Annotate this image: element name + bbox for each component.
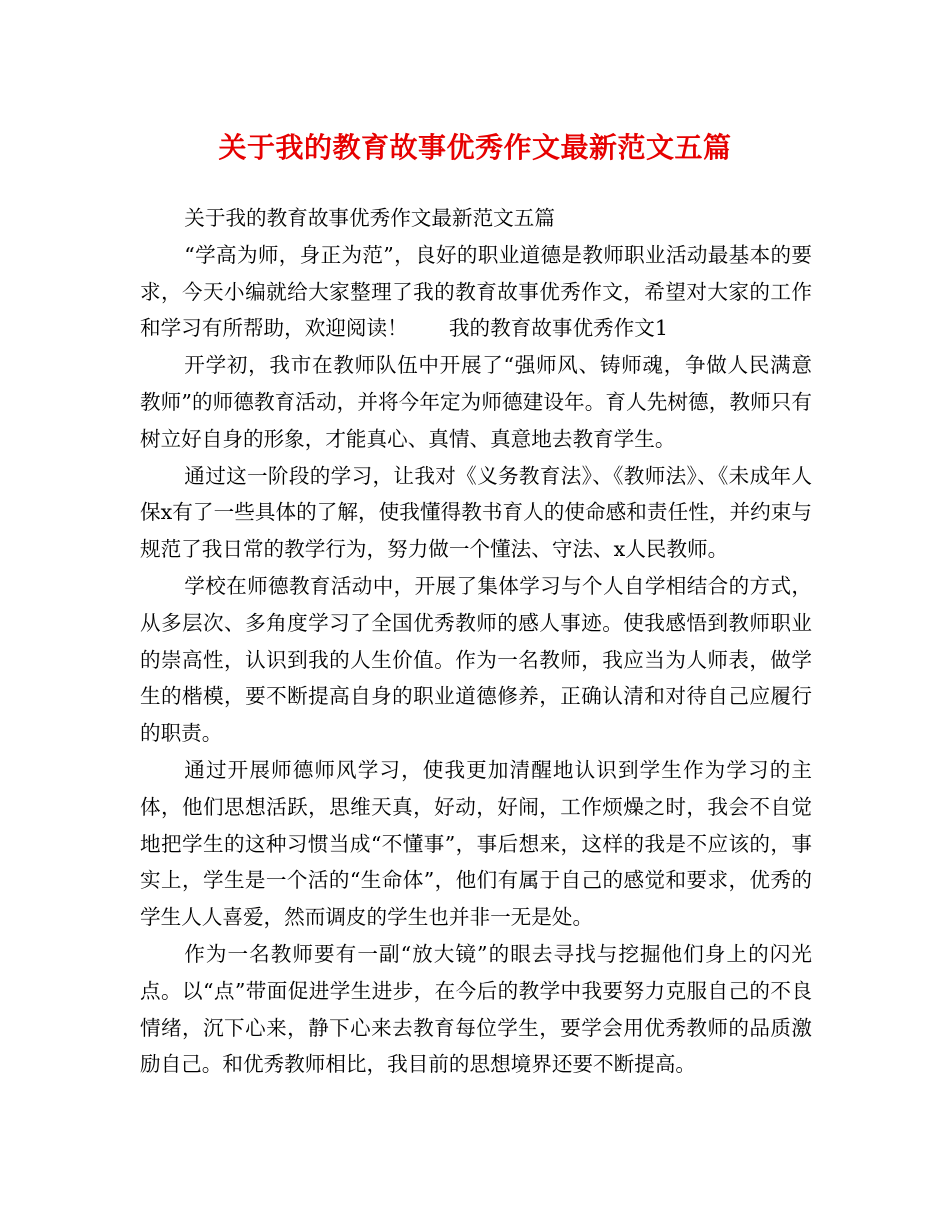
paragraph-law-study: 通过这一阶段的学习，让我对《义务教育法》、《教师法》、《未成年人保x有了一些具体的了解，使我懂得教书育人的使命感和责任性，并约束与规范了我日常的教学行为，努力做一个懂法、守法、x人民教师。 [140, 463, 812, 562]
paragraph-intro: “学高为师，身正为范”，良好的职业道德是教师职业活动最基本的要求，今天小编就给大家整理了我的教育故事优秀作文，希望对大家的工作和学习有所帮助，欢迎阅读！ 我的教育故事优秀作文1 [140, 242, 812, 341]
paragraph-magnifier: 作为一名教师要有一副“放大镜”的眼去寻找与挖掘他们身上的闪光点。以“点”带面促进学生进步，在今后的教学中我要努力克服自己的不良情绪，沉下心来，静下心来去教育每位学生，要学会用优秀教师的品质激励自己。和优秀教师相比，我目前的思想境界还要不断提高。 [140, 941, 812, 1077]
document-title: 关于我的教育故事优秀作文最新范文五篇 [218, 131, 732, 164]
document-body [140, 200, 812, 1083]
paragraph-heading-repeat: 关于我的教育故事优秀作文最新范文五篇 [184, 206, 555, 230]
paragraph-school-activity: 学校在师德教育活动中，开展了集体学习与个人自学相结合的方式，从多层次、多角度学习了全国优秀教师的感人事迹。使我感悟到教师职业的崇高性，认识到我的人生价值。作为一名教师，我应当为人师表，做学生的楷模，要不断提高自身的职业道德修养，正确认清和对待自己应履行的职责。 [140, 573, 812, 746]
paragraph-start-of-term: 开学初，我市在教师队伍中开展了“强师风、铸师魂，争做人民满意教师”的师德教育活动，并将今年定为师德建设年。育人先树德，教师只有树立好自身的形象，才能真心、真情、真意地去教育学生。 [140, 353, 812, 451]
paragraph-ethics-study: 通过开展师德师风学习，使我更加清醒地认识到学生作为学习的主体，他们思想活跃，思维天真，好动，好闹，工作烦燥之时，我会不自觉地把学生的这种习惯当成“不懂事”，事后想来，这样的我是不应该的，事实上，学生是一个活的“生命体”，他们有属于自己的感觉和要求，优秀的学生人人喜爱，然而调皮的学生也并非一无是处。 [140, 757, 812, 930]
